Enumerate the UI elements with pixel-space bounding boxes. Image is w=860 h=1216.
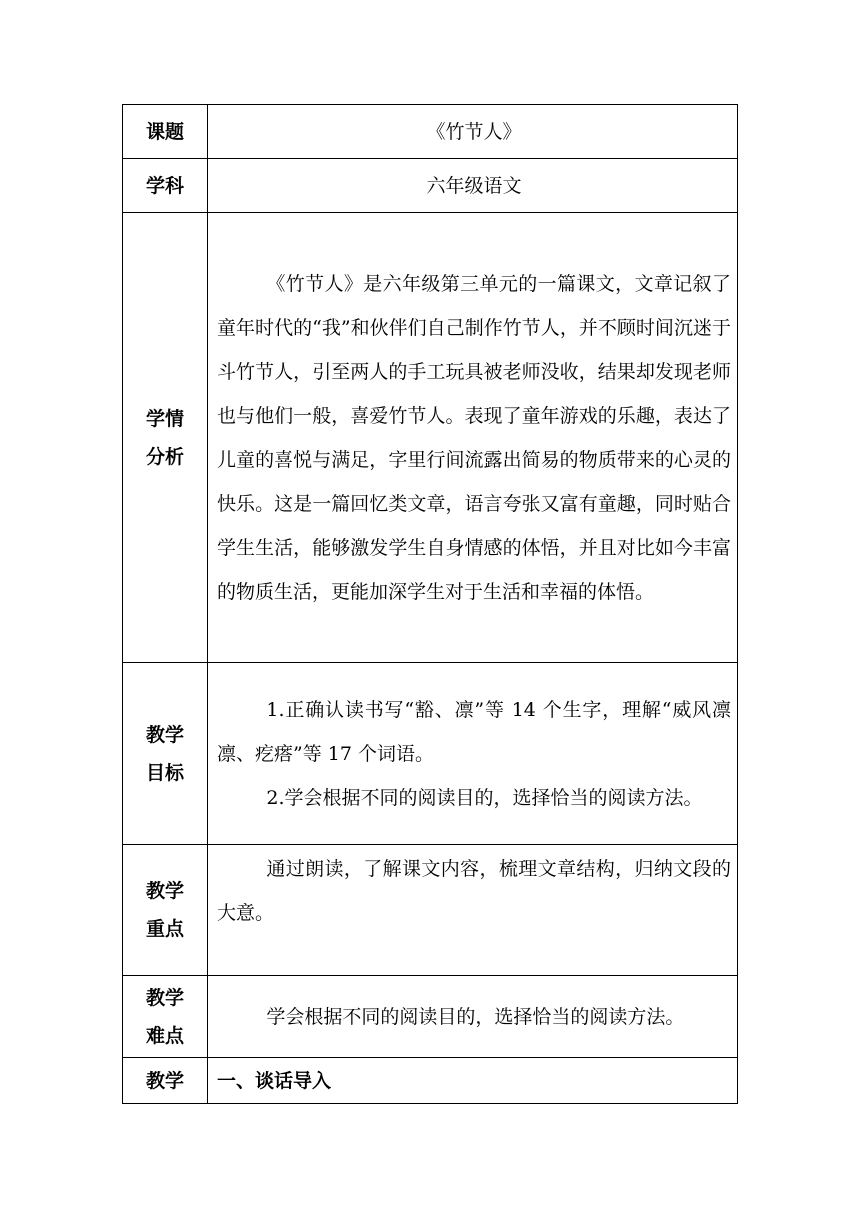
key-points-label: 教学 重点 — [123, 845, 208, 976]
process-label: 教学 — [123, 1058, 208, 1104]
row-topic — [123, 105, 738, 159]
difficulties-cell — [208, 976, 738, 1058]
row-objectives — [123, 663, 738, 845]
row-process — [123, 1058, 738, 1104]
analysis-cell — [208, 213, 738, 663]
row-analysis — [123, 213, 738, 663]
objective-item-2: 2.学会根据不同的阅读目的，选择恰当的阅读方法。 — [266, 786, 703, 809]
key-points-text: 通过朗读，了解课文内容，梳理文章结构，归纳文段的大意。 — [217, 858, 731, 924]
topic-value-cell — [208, 105, 738, 159]
process-heading: 一、谈话导入 — [217, 1069, 332, 1092]
row-subject — [123, 159, 738, 213]
objectives-cell — [208, 663, 738, 845]
analysis-label: 学情 分析 — [123, 213, 208, 663]
subject-label: 学科 — [123, 159, 208, 213]
objective-item-1: 1.正确认读书写“豁、凛”等 14 个生字，理解“威风凛凛、疙瘩”等 17 个词语。 — [217, 698, 731, 765]
subject-value-cell — [208, 159, 738, 213]
subject-value: 六年级语文 — [426, 174, 522, 197]
process-cell — [208, 1058, 738, 1104]
difficulties-label: 教学 难点 — [123, 976, 208, 1058]
row-key-points — [123, 845, 738, 976]
analysis-text: 《竹节人》是六年级第三单元的一篇课文，文章记叙了童年时代的“我”和伙伴们自己制作竹节人，并不顾时间沉迷于斗竹节人，引至两人的手工玩具被老师没收，结果却发现老师也与他们一般，喜爱竹节人。表现了童年游戏的乐趣，表达了儿童的喜悦与满足，字里行间流露出简易的物质带来的心灵的快乐。这是一篇回忆类文章，语言夸张又富有童趣，同时贴合学生生活，能够激发学生自身情感的体悟，并且对比如今丰富的物质生活，更能加深学生对于生活和幸福的体悟。 — [217, 272, 731, 603]
difficulties-text: 学会根据不同的阅读目的，选择恰当的阅读方法。 — [266, 1005, 685, 1028]
topic-value: 《竹节人》 — [426, 120, 522, 143]
lesson-plan-table — [122, 104, 738, 1104]
row-difficulties — [123, 976, 738, 1058]
key-points-cell — [208, 845, 738, 976]
objectives-label: 教学 目标 — [123, 663, 208, 845]
topic-label: 课题 — [123, 105, 208, 159]
